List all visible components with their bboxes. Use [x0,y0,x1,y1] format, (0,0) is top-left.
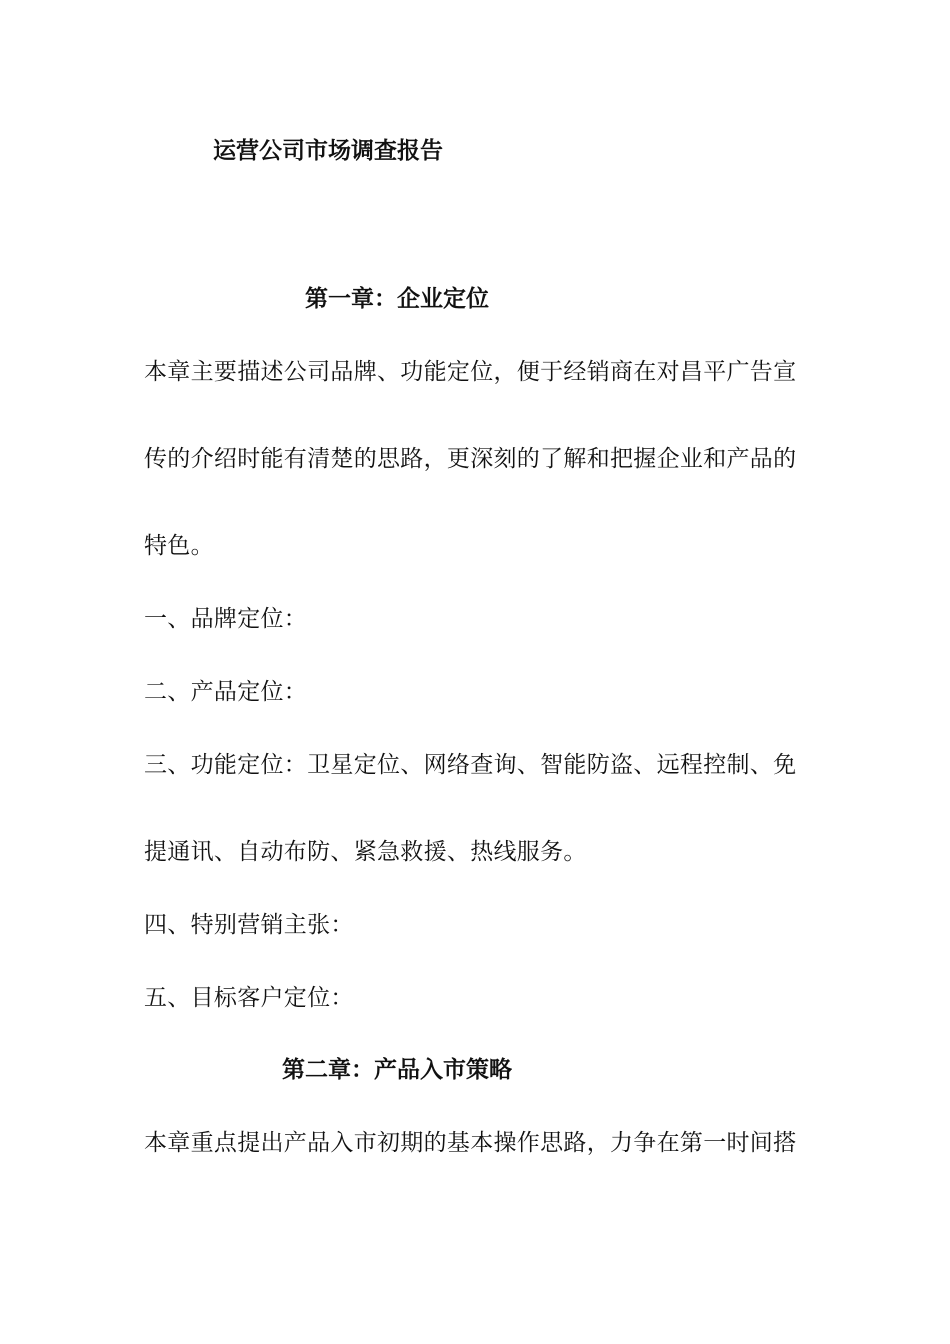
list-item-target-customer: 五、目标客户定位： [144,985,354,1011]
document-title: 运营公司市场调查报告 [213,138,443,164]
list-item-product-positioning: 二、产品定位： [144,679,308,705]
list-item-marketing-proposition: 四、特别营销主张： [144,912,354,938]
list-item-function-positioning-cont: 提通讯、自动布防、紧急救援、热线服务。 [144,839,587,865]
chapter-2-heading: 第二章：产品入市策略 [282,1057,512,1083]
chapter-1-intro-line-1: 本章主要描述公司品牌、功能定位，便于经销商在对昌平广告宣 [144,359,797,385]
chapter-2-intro-line-1: 本章重点提出产品入市初期的基本操作思路，力争在第一时间搭 [144,1130,797,1156]
list-item-function-positioning: 三、功能定位：卫星定位、网络查询、智能防盗、远程控制、免 [144,752,797,778]
chapter-1-intro-line-2: 传的介绍时能有清楚的思路，更深刻的了解和把握企业和产品的 [144,446,797,472]
list-item-brand-positioning: 一、品牌定位： [144,606,308,632]
chapter-1-intro-line-3: 特色。 [144,533,214,559]
chapter-1-heading: 第一章：企业定位 [305,286,489,312]
